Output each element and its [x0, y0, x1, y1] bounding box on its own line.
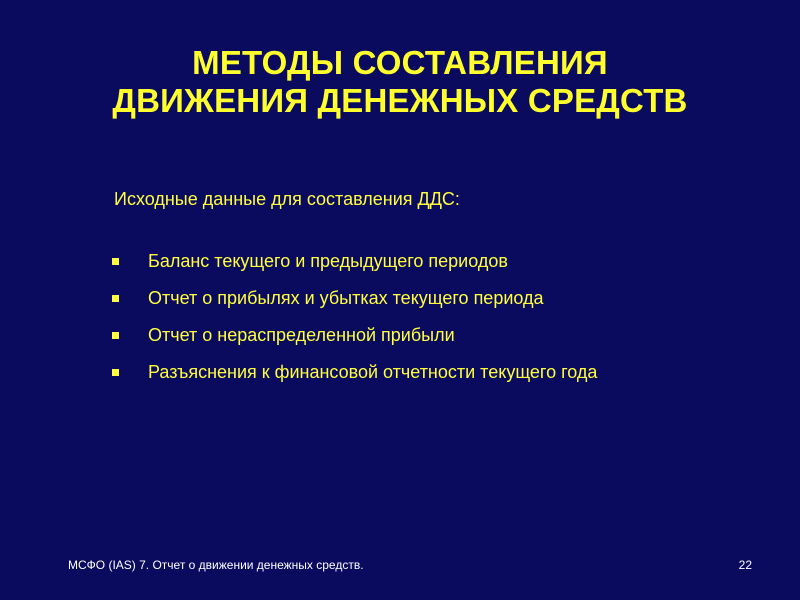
list-item-text: Баланс текущего и предыдущего периодов — [148, 251, 508, 271]
list-item-text: Отчет о прибылях и убытках текущего периода — [148, 288, 544, 308]
slide-title-line-1: МЕТОДЫ СОСТАВЛЕНИЯ — [192, 44, 608, 81]
slide-title — [0, 44, 800, 120]
square-bullet-icon — [112, 369, 119, 376]
slide-title-line-2: ДВИЖЕНИЯ ДЕНЕЖНЫХ СРЕДСТВ — [112, 82, 688, 119]
list-item-text: Отчет о нераспределенной прибыли — [148, 325, 455, 345]
square-bullet-icon — [112, 295, 119, 302]
square-bullet-icon — [112, 258, 119, 265]
square-bullet-icon — [112, 332, 119, 339]
slide-footer: МСФО (IAS) 7. Отчет о движении денежных средств. — [68, 558, 364, 572]
intro-text: Исходные данные для составления ДДС: — [114, 189, 460, 209]
list-item-text: Разъяснения к финансовой отчетности текущего года — [148, 362, 598, 382]
page-number: 22 — [738, 558, 752, 572]
